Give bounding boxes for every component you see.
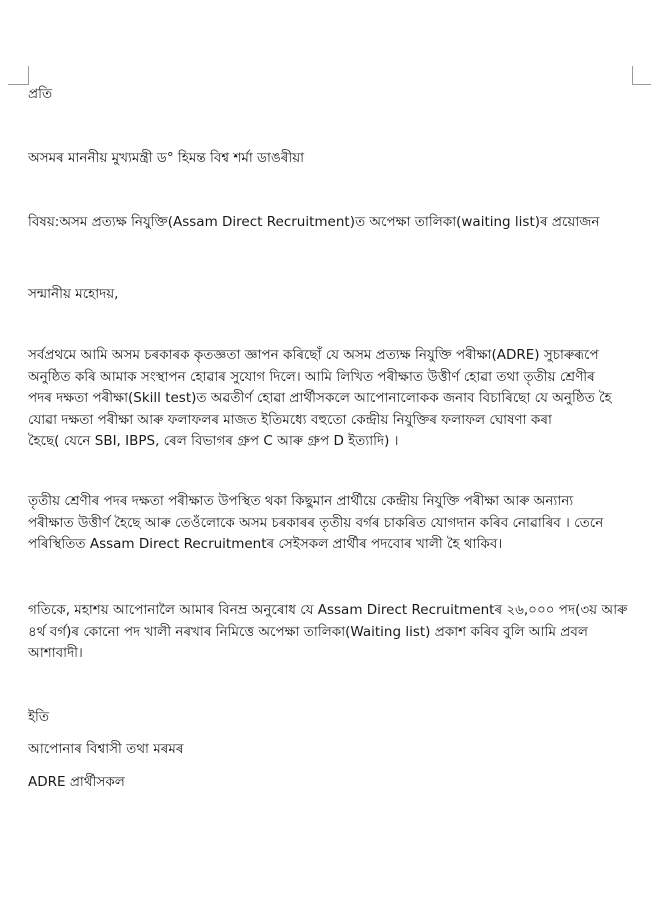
paragraph-line: তৃতীয় শ্ৰেণীৰ পদৰ দক্ষতা পৰীক্ষাত উপস্থিত থকা কিছুমান প্ৰাৰ্থীয়ে কেন্দ্ৰীয় নিযুক্তি পৰীক্ষা আৰু অন্যান্য: [28, 493, 574, 509]
letter-greeting: সন্মানীয় মহোদয়,: [28, 286, 119, 302]
letter-closing: ইতি: [28, 709, 50, 725]
crop-mark-top-left: [8, 66, 29, 85]
paragraph-line: পদৰ দক্ষতা পৰীক্ষা(Skill test)ত অৱতীৰ্ণ হোৱা প্ৰাৰ্থীসকলে আপোনালোকক জনাব বিচাৰিছো যে অনুষ্ঠিত হৈ: [28, 390, 612, 406]
paragraph-line: আশাবাদী।: [28, 645, 83, 661]
paragraph-line: পৰিস্থিতিত Assam Direct Recruitmentৰ সেইসকল প্ৰাৰ্থীৰ পদবোৰ খালী হৈ থাকিব।: [28, 536, 503, 552]
letter-signature: ADRE প্ৰাৰ্থীসকল: [28, 774, 125, 790]
letter-closing-line: আপোনাৰ বিশ্বাসী তথা মৰমৰ: [28, 741, 184, 757]
letter-salutation-to: প্ৰতি: [28, 86, 53, 102]
letter-recipient: অসমৰ মাননীয় মুখ্যমন্ত্ৰী ড° হিমন্ত বিশ্ব শৰ্মা ডাঙৰীয়া: [28, 150, 305, 166]
letter-paragraph-3: [28, 600, 633, 665]
paragraph-line: অনুষ্ঠিত কৰি আমাক সংস্থাপন হোৱাৰ সুযোগ দিলে। আমি লিখিত পৰীক্ষাত উত্তীৰ্ণ হোৱা তথা তৃতীয় শ্ৰেণীৰ: [28, 368, 595, 385]
paragraph-line: যোৱা দক্ষতা পৰীক্ষা আৰু ফলাফলৰ মাজত ইতিমধ্যে বহুতো কেন্দ্ৰীয় নিযুক্তিৰ ফলাফল ঘোষণা কৰা: [28, 411, 552, 428]
letter-paragraph-2: [28, 491, 633, 556]
letter-paragraph-1: [28, 345, 633, 453]
letter-subject: বিষয়:অসম প্ৰত্যক্ষ নিযুক্তি(Assam Direct Recruitment)ত অপেক্ষা তালিকা(waiting list)ৰ প্ৰয়োজন: [28, 214, 600, 230]
paragraph-line: ৪ৰ্থ বৰ্গ)ৰ কোনো পদ খালী নৰখাৰ নিমিত্তে অপেক্ষা তালিকা(Waiting list) প্ৰকাশ কৰিব বুলি আমি প্ৰবল: [28, 623, 588, 640]
paragraph-line: সৰ্বপ্ৰথমে আমি অসম চৰকাৰক কৃতজ্ঞতা জ্ঞাপন কৰিছোঁ যে অসম প্ৰত্যক্ষ নিযুক্তি পৰীক্ষা(ADRE) সুচাৰুৰূপে: [28, 347, 599, 363]
crop-mark-top-right: [632, 66, 651, 85]
paragraph-line: গতিকে, মহাশয় আপোনালৈ আমাৰ বিনম্ৰ অনুৰোধ যে Assam Direct Recruitmentৰ ২৬,০০০ পদ(৩য় আৰু: [28, 602, 628, 618]
paragraph-line: হৈছে( যেনে SBI, IBPS, ৰেল বিভাগৰ গ্ৰুপ C আৰু গ্ৰুপ D ইত্যাদি) ।: [28, 433, 399, 449]
paragraph-line: পৰীক্ষাত উত্তীৰ্ণ হৈছে আৰু তেওঁলোকে অসম চৰকাৰৰ তৃতীয় বৰ্গৰ চাকৰিত যোগদান কৰিব নোৱাৰিব । তেনে: [28, 514, 604, 531]
